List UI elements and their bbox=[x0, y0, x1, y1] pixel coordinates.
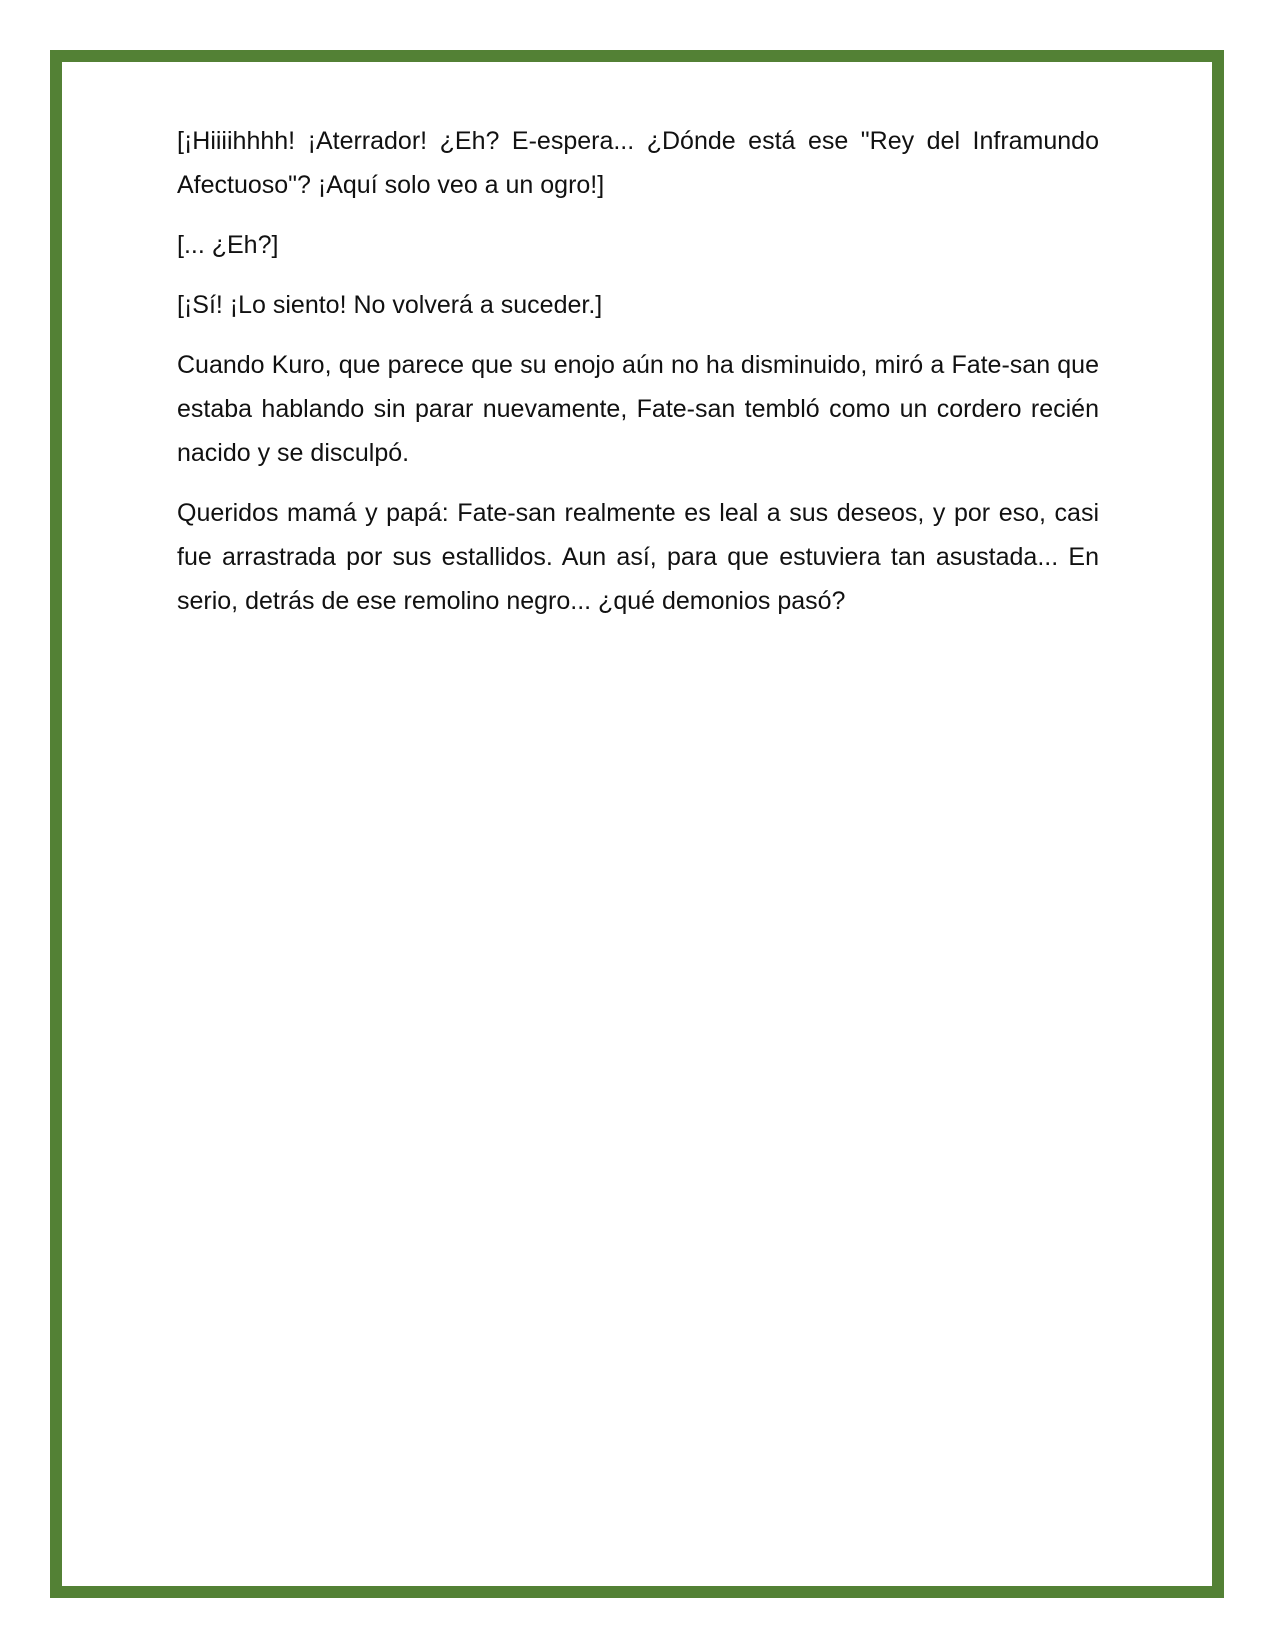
paragraph-3: [¡Sí! ¡Lo siento! No volverá a suceder.] bbox=[177, 291, 603, 319]
paragraph-4: Cuando Kuro, que parece que su enojo aún no ha disminuido, miró a Fate-san que estaba hablando sin parar nuevamente, Fate-san tembló como un cordero recién nacido y se disculpó. bbox=[177, 351, 1099, 467]
paragraph-5: Queridos mamá y papá: Fate-san realmente es leal a sus deseos, y por eso, casi fue arrastrada por sus estallidos. Aun así, para que estuviera tan asustada... En serio, detrás de ese remolino negro... ¿qué demonios pasó? bbox=[177, 499, 1099, 615]
paragraph-2: [... ¿Eh?] bbox=[177, 231, 279, 259]
document-body bbox=[177, 119, 1099, 639]
paragraph-1: [¡Hiiiihhhh! ¡Aterrador! ¿Eh? E-espera... ¿Dónde está ese "Rey del Inframundo Afectuoso"? ¡Aquí solo veo a un ogro!] bbox=[177, 127, 1099, 199]
